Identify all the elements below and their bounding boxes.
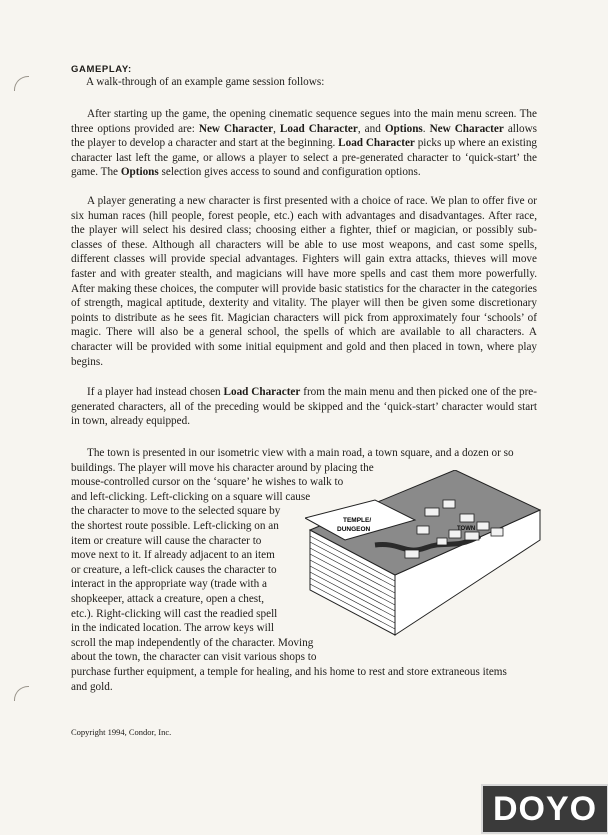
- temple-label: TEMPLE/: [343, 517, 372, 524]
- isometric-town-map-figure: [305, 470, 545, 640]
- section-heading: GAMEPLAY:: [71, 64, 132, 75]
- binder-hole-mark: [14, 686, 29, 701]
- text-line: in the indicated location. The arrow keys will: [71, 622, 274, 635]
- text-line: The town is presented in our isometric view with a main road, a town square, and a dozen or so: [87, 447, 514, 459]
- copyright-notice: Copyright 1994, Condor, Inc.: [71, 727, 172, 737]
- text-line: the character to move to the selected square by: [71, 505, 281, 518]
- text-line: and left-clicking. Left-clicking on a square will cause: [71, 490, 311, 503]
- dungeon-label: DUNGEON: [337, 526, 371, 533]
- paragraph-load-character: If a player had instead chosen Load Character from the main menu and then picked one of the pre-generated characters, all of the preceding would be skipped and the ‘quick-start’ character would start in town, already equipped.: [71, 386, 537, 428]
- doyo-watermark-logo: DOYO: [481, 784, 608, 834]
- intro-paragraph: A walk-through of an example game session follows:: [86, 76, 325, 88]
- text-line: buildings. The player will move his character around by placing the: [71, 461, 374, 474]
- text-line: and gold.: [71, 680, 113, 693]
- text-line: purchase further equipment, a temple for healing, and his home to rest and store extraneous items: [71, 665, 507, 678]
- text-line: shopkeeper, attack a creature, open a chest,: [71, 592, 265, 605]
- text-line: scroll the map independently of the character. Moving: [71, 636, 314, 649]
- text-line: interact in the appropriate way (trade with a: [71, 578, 268, 591]
- text-line: move next to it. If already adjacent to an item: [71, 549, 275, 562]
- text-line: or creature, a left-click causes the character to: [71, 563, 277, 576]
- text-line: the shortest route possible. Left-clicking on an: [71, 519, 279, 532]
- text-line: etc.). Right-clicking will cast the readied spell: [71, 607, 278, 620]
- binder-hole-mark: [14, 76, 29, 91]
- text-line: mouse-controlled cursor on the ‘square’ he wishes to walk to: [71, 476, 344, 489]
- town-label: TOWN: [457, 526, 476, 532]
- paragraph-character-creation: A player generating a new character is first presented with a choice of race. We plan to offer five or six human races (hill people, forest people, etc.) each with advantages and disadvantages. After race, the player will select his desired class; choosing either a fighter, thief or magician, or possibly sub-classes of these. Although all characters will be able to use most weapons, and cast some spells, different classes will provide special advantages. Fighters will gain extra attacks, thieves will move faster and with greater stealth, and magicians will have more spells and cast them more powerfully. After making these choices, the computer will provide basic statistics for the character in the categories of strength, magical aptitude, dexterity and vitality. The player will then be given some discretionary points to distribute as he sees fit. Magician characters will pick from approximately four ‘schools’ of magic. There will also be a general school, the spells of which are available to all characters. A character will be provided with some initial equipment and gold and then placed in town, where play begins.: [71, 195, 537, 368]
- paragraph-main-menu: After starting up the game, the opening cinematic sequence segues into the main menu screen. The three options provided are: New Character, Load Character, and Options. New Character allows the player to develop a character and start at the beginning. Load Character picks up where an existing character last left the game, or allows a player to select a pre-generated character to ‘quick-start’ the game. The Options selection gives access to sound and configuration options.: [71, 108, 538, 179]
- text-line: about the town, the character can visit various shops to: [71, 651, 317, 664]
- text-line: item or creature will cause the character to: [71, 534, 262, 547]
